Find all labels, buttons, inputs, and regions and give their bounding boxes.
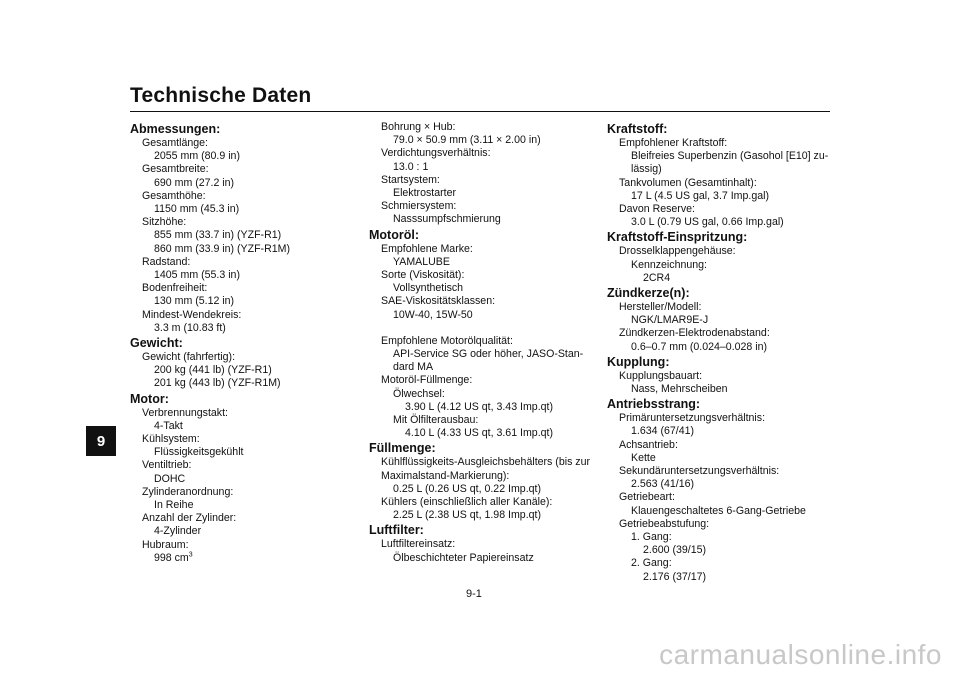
- hubraum-unit-exponent: 3: [188, 551, 193, 559]
- spec-value: DOHC: [154, 472, 186, 485]
- page-number: 9-1: [466, 588, 482, 600]
- column-3: [607, 121, 837, 584]
- section-heading-abmessungen: Abmessungen:: [130, 122, 221, 136]
- section-heading-motoroel: Motoröl:: [369, 227, 419, 242]
- spec-sublabel: Ölwechsel:: [393, 387, 445, 400]
- spec-value: 0.6–0.7 mm (0.024–0.028 in): [631, 340, 768, 353]
- spec-value: 4-Zylinder: [154, 525, 202, 538]
- spec-value: YAMALUBE: [393, 255, 450, 268]
- spec-label: Hersteller/Modell:: [619, 301, 702, 314]
- spec-value: 2055 mm (80.9 in): [154, 150, 240, 163]
- spec-label: Getriebeabstufung:: [619, 517, 710, 530]
- spec-label: Bodenfreiheit:: [142, 282, 208, 295]
- spec-label: Gesamtbreite:: [142, 163, 209, 176]
- spec-value: Nass, Mehrscheiben: [631, 383, 728, 396]
- watermark: carmanualsonline.info: [659, 639, 942, 670]
- spec-value: 3.3 m (10.83 ft): [154, 321, 226, 334]
- spec-label: Sekundäruntersetzungsverhältnis:: [619, 465, 780, 478]
- spec-value: Kette: [631, 451, 656, 464]
- section-heading-kupplung: Kupplung:: [607, 354, 670, 369]
- section-heading-luftfilter: Luftfilter:: [369, 523, 424, 538]
- spec-label: Maximalstand-Markierung):: [381, 469, 510, 482]
- spec-value: Klauengeschaltetes 6-Gang-Getriebe: [631, 504, 806, 517]
- spec-label: Sorte (Viskosität):: [381, 269, 465, 282]
- column-2: [369, 121, 594, 565]
- spec-value: 860 mm (33.9 in) (YZF-R1M): [154, 242, 290, 255]
- spec-value: 3.0 L (0.79 US gal, 0.66 Imp.gal): [631, 216, 784, 229]
- spec-value: Flüssigkeitsgekühlt: [154, 446, 244, 459]
- spec-label: Kühlsystem:: [142, 433, 200, 446]
- spec-label: Ventiltrieb:: [142, 459, 192, 472]
- spec-value: NGK/LMAR9E-J: [631, 314, 709, 327]
- section-heading-gewicht: Gewicht:: [130, 336, 183, 351]
- spec-value: 2CR4: [643, 271, 671, 284]
- section-heading-kraftstoff: Kraftstoff:: [607, 122, 668, 136]
- spec-value: 4.10 L (4.33 US qt, 3.61 Imp.qt): [405, 427, 554, 440]
- spec-value: In Reihe: [154, 499, 194, 512]
- spec-value: 2.176 (37/17): [643, 570, 707, 583]
- page-title: Technische Daten: [130, 84, 312, 107]
- spec-label: Tankvolumen (Gesamtinhalt):: [619, 176, 757, 189]
- spec-label: Radstand:: [142, 255, 191, 268]
- spec-label: Gesamthöhe:: [142, 189, 206, 202]
- spec-sublabel: Mit Ölfilterausbau:: [393, 414, 479, 427]
- hubraum-value: 998 cm: [154, 551, 189, 564]
- spec-label: Primäruntersetzungsverhältnis:: [619, 412, 766, 425]
- spec-label: Hubraum:: [142, 538, 189, 551]
- spec-label: Achsantrieb:: [619, 438, 678, 451]
- spec-value: 10W-40, 15W-50: [393, 308, 473, 321]
- spec-value: Elektrostarter: [393, 187, 456, 200]
- spec-value: 201 kg (443 lb) (YZF-R1M): [154, 377, 281, 390]
- spec-label: Verdichtungsverhältnis:: [381, 147, 491, 160]
- spec-label: Zündkerzen-Elektrodenabstand:: [619, 327, 770, 340]
- spec-value: 1.634 (67/41): [631, 425, 695, 438]
- spec-value: 13.0 : 1: [393, 160, 429, 173]
- spec-label: Verbrennungstakt:: [142, 406, 228, 419]
- spec-value: Vollsynthetisch: [393, 282, 464, 295]
- spec-value: 0.25 L (0.26 US qt, 0.22 Imp.qt): [393, 482, 542, 495]
- spec-value: 1150 mm (45.3 in): [154, 203, 240, 216]
- spec-value: API-Service SG oder höher, JASO-Stan-: [393, 348, 584, 361]
- spec-label: Empfohlener Kraftstoff:: [619, 137, 728, 149]
- spec-value: Nasssumpfschmierung: [393, 213, 501, 226]
- spec-value: lässig): [631, 163, 662, 176]
- spec-value: 1405 mm (55.3 in): [154, 269, 240, 282]
- spec-sublabel: 1. Gang:: [631, 531, 672, 544]
- spec-label: Gesamtlänge:: [142, 137, 208, 149]
- column-1: [130, 121, 355, 565]
- section-heading-einspritzung: Kraftstoff-Einspritzung:: [607, 230, 748, 245]
- spec-label: Getriebeart:: [619, 491, 675, 504]
- spec-label: Gewicht (fahrfertig):: [142, 351, 236, 364]
- spec-label: Sitzhöhe:: [142, 216, 187, 229]
- spec-value: 200 kg (441 lb) (YZF-R1): [154, 364, 272, 377]
- spec-label: Davon Reserve:: [619, 203, 695, 216]
- title-rule: [130, 111, 830, 112]
- spec-label: Anzahl der Zylinder:: [142, 512, 237, 525]
- spec-label: Bohrung × Hub:: [381, 121, 456, 133]
- spec-label: Kupplungsbauart:: [619, 369, 703, 382]
- section-heading-zuendkerze: Zündkerze(n):: [607, 286, 690, 301]
- spec-value: 690 mm (27.2 in): [154, 176, 235, 189]
- spec-value: 2.25 L (2.38 US qt, 1.98 Imp.qt): [393, 509, 542, 522]
- spec-label: Luftfiltereinsatz:: [381, 538, 456, 551]
- spec-value: 17 L (4.5 US gal, 3.7 Imp.gal): [631, 189, 769, 202]
- spec-label: Schmiersystem:: [381, 200, 457, 213]
- spec-value: 855 mm (33.7 in) (YZF-R1): [154, 229, 282, 242]
- spec-value: Ölbeschichteter Papiereinsatz: [393, 551, 534, 564]
- section-heading-antrieb: Antriebsstrang:: [607, 397, 701, 412]
- spec-value: 3.90 L (4.12 US qt, 3.43 Imp.qt): [405, 400, 554, 413]
- spec-value: Bleifreies Superbenzin (Gasohol [E10] zu-: [631, 150, 829, 163]
- spec-value: 2.600 (39/15): [643, 544, 707, 557]
- spec-value-hubraum: [130, 552, 355, 565]
- spec-sublabel: Kennzeichnung:: [631, 258, 707, 271]
- spec-value: 79.0 × 50.9 mm (3.11 × 2.00 in): [393, 134, 541, 147]
- spec-value: dard MA: [393, 361, 434, 374]
- spec-label: Startsystem:: [381, 173, 440, 186]
- spec-label: Kühlers (einschließlich aller Kanäle):: [381, 496, 553, 509]
- spec-label: Empfohlene Motorölqualität:: [381, 334, 513, 347]
- spec-label: Empfohlene Marke:: [381, 242, 473, 255]
- spec-label: Mindest-Wendekreis:: [142, 308, 242, 321]
- section-heading-motor: Motor:: [130, 391, 169, 406]
- spec-label: Drosselklappengehäuse:: [619, 245, 736, 258]
- spec-label: SAE-Viskositätsklassen:: [381, 295, 496, 308]
- spec-value: 130 mm (5.12 in): [154, 295, 235, 308]
- spacer: [369, 322, 594, 335]
- spec-label: Zylinderanordnung:: [142, 485, 234, 498]
- spec-value: 4-Takt: [154, 419, 183, 432]
- chapter-tab: 9: [86, 426, 116, 456]
- spec-label: Kühlflüssigkeits-Ausgleichsbehälters (bis zur: [381, 456, 591, 469]
- section-heading-fuellmenge: Füllmenge:: [369, 441, 436, 456]
- spec-value: 2.563 (41/16): [631, 478, 695, 491]
- spec-label: Motoröl-Füllmenge:: [381, 374, 473, 387]
- spec-sublabel: 2. Gang:: [631, 557, 672, 570]
